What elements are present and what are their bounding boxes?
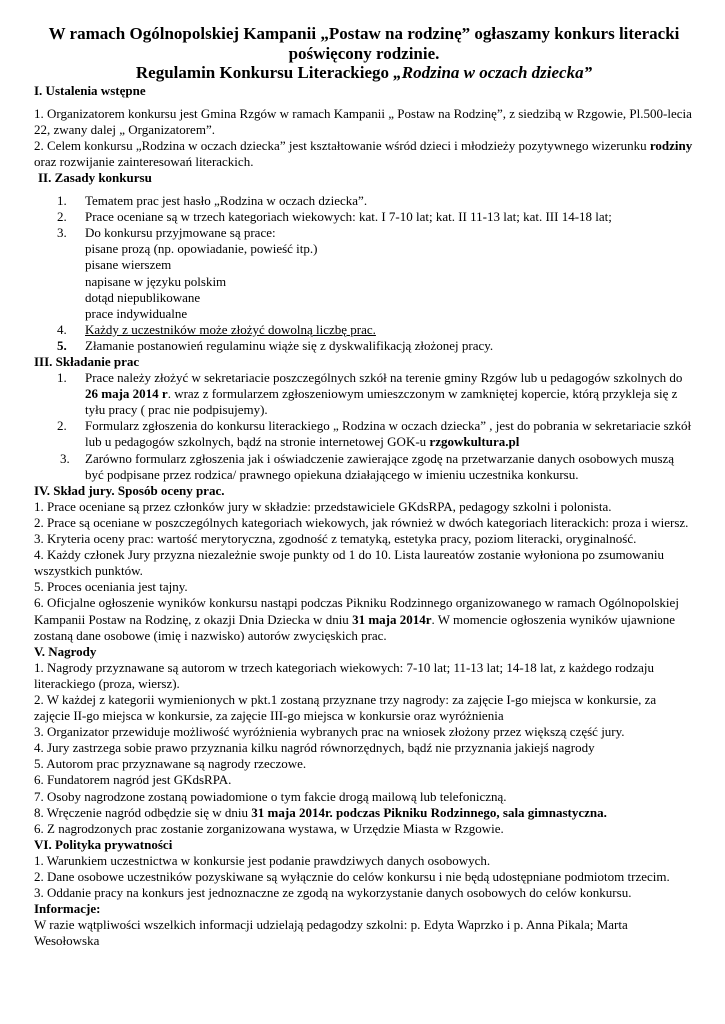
s2-item-4: 4. Każdy z uczestników może złożyć dowolną liczbę prac. xyxy=(57,321,376,337)
s5-paragraph-1: 1. Nagrody przyznawane są autorom w trzech kategoriach wiekowych: 7-10 lat; 11-13 lat; 14-18 lat, z każdego rodzaju literackiego (proza, wiersz). xyxy=(34,659,655,691)
s2-sub-2: pisane wierszem xyxy=(85,257,172,273)
section-heading-6: VI. Polityka prywatności xyxy=(34,836,173,852)
s2-item-3: 3. Do konkursu przyjmowane są prace: xyxy=(57,225,276,241)
s6-paragraph-3: 3. Oddanie pracy na konkurs jest jednoznaczne ze zgodą na wykorzystanie danych osobowych do celów konkursu. xyxy=(34,885,632,901)
s1-paragraph-1: 1. Organizatorem konkursu jest Gmina Rzgów w ramach Kampanii „ Postaw na Rodzinę”, z siedzibą w Rzgowie, Pl.500-lecia 22, zwany dalej „ Organizatorem”. xyxy=(34,105,692,137)
s5-paragraph-3: 3. Organizator przewiduje możliwość wyróżnienia wybranych prac na wniosek złożony przez większą część jury. xyxy=(34,724,625,740)
s4-paragraph-2: 2. Prace są oceniane w poszczególnych kategoriach wiekowych, jak również w dwóch kategoriach literackich: proza i wiersz. xyxy=(34,514,689,530)
s4-paragraph-1: 1. Prace oceniane są przez członków jury w składzie: przedstawiciele GKdsRPA, pedagogy szkolni i polonista. xyxy=(34,498,612,514)
section-heading-3: III. Składanie prac xyxy=(34,354,140,369)
s2-sub-3: napisane w języku polskim xyxy=(85,273,227,289)
document-page xyxy=(34,24,694,949)
s3-item-3: 3. Zarówno formularz zgłoszenia jak i oświadczenie zawierające zgodę na przetwarzanie danych osobowych muszą być podpisane przez rodzica/ prawnego opiekuna działającego w imieniu uczestnika konkursu. xyxy=(60,450,675,482)
section-heading-4: IV. Skład jury. Sposób oceny prac. xyxy=(34,482,225,498)
s2-sub-4: dotąd niepublikowane xyxy=(85,289,201,305)
document-title xyxy=(34,24,694,83)
s6-paragraph-1: 1. Warunkiem uczestnictwa w konkursie jest podanie prawdziwych danych osobowych. xyxy=(34,852,491,868)
s2-sub-5: prace indywidualne xyxy=(85,305,188,321)
title-line-1: W ramach Ogólnopolskiej Kampanii „Postaw na rodzinę” ogłaszamy konkurs literacki poświęcony rodzinie. xyxy=(48,24,680,63)
s2-sub-1: pisane prozą (np. opowiadanie, powieść itp.) xyxy=(85,241,318,257)
info-heading: Informacje: xyxy=(34,901,101,917)
s5-paragraph-5: 5. Autorom prac przyznawane są nagrody rzeczowe. xyxy=(34,756,307,772)
s5-paragraph-8: 8. Wręczenie nagród odbędzie się w dniu 31 maja 2014r. podczas Pikniku Rodzinnego, sala gimnastyczna. xyxy=(34,804,607,820)
section-heading-5: V. Nagrody xyxy=(34,643,97,659)
s3-item-1: 1. Prace należy złożyć w sekretariacie poszczególnych szkół na terenie gminy Rzgów lub u pedagogów szkolnych do 26 maja 2014 r. wraz z formularzem zgłoszeniowym umieszczonym w zamkniętej kopercie, którą przykleja się z tyłu pracy ( prac nie podpisujemy). xyxy=(57,370,683,418)
s4-paragraph-5: 5. Proces oceniania jest tajny. xyxy=(34,579,188,595)
s4-paragraph-3: 3. Kryteria oceny prac: wartość merytoryczna, zgodność z tematyką, estetyka pracy, poziom literacki, oryginalność. xyxy=(34,531,637,547)
s5-paragraph-9: 6. Z nagrodzonych prac zostanie zorganizowana wystawa, w Urzędzie Miasta w Rzgowie. xyxy=(34,820,504,836)
s5-paragraph-6: 6. Fundatorem nagród jest GKdsRPA. xyxy=(34,772,232,788)
title-line-2: Regulamin Konkursu Literackiego „Rodzina w oczach dziecka” xyxy=(135,63,593,82)
s2-item-5: 5. Złamanie postanowień regulaminu wiąże się z dyskwalifikacją złożonej pracy. xyxy=(57,337,494,353)
section-heading-1: I. Ustalenia wstępne xyxy=(34,82,146,98)
section-heading-2: II. Zasady konkursu xyxy=(38,169,152,185)
s4-paragraph-6: 6. Oficjalne ogłoszenie wyników konkursu nastąpi podczas Pikniku Rodzinnego organizowanego w ramach Ogólnopolskiej Kampanii Postaw na Rodzinę, z okazji Dnia Dziecka w dniu 31 maja 2014r. W momencie ogłoszenia wyników ujawnione zostaną dane osobowe (imię i nazwisko) autorów zwycięskich prac. xyxy=(34,595,679,643)
s5-paragraph-2: 2. W każdej z kategorii wymienionych w pkt.1 zostaną przyznane trzy nagrody: za zajęcie I-go miejsca w konkursie, za zajęcie II-go miejsca w konkursie, za zajęcie III-go miejsca w konkursie oraz wyróżnienia xyxy=(34,691,657,724)
s2-item-1: 1. Tematem prac jest hasło „Rodzina w oczach dziecka”. xyxy=(57,193,368,209)
info-paragraph: W razie wątpliwości wszelkich informacji udzielają pedagodzy szkolni: p. Edyta Waprzko i p. Anna Pikala; Marta Wesołowska xyxy=(34,917,628,949)
s4-paragraph-4: 4. Każdy członek Jury przyzna niezależnie swoje punkty od 1 do 10. Lista laureatów zostanie wyłoniona po zsumowaniu wszystkich punktów. xyxy=(34,547,664,579)
s3-list xyxy=(34,370,694,483)
s5-paragraph-7: 7. Osoby nagrodzone zostaną powiadomione o tym fakcie drogą mailową lub telefoniczną. xyxy=(34,788,507,804)
s1-paragraph-2: 2. Celem konkursu „Rodzina w oczach dziecka” jest kształtowanie wśród dzieci i młodzieży pozytywnego wizerunku rodziny oraz rozwijanie zainteresowań literackich. xyxy=(34,137,693,169)
s2-list xyxy=(34,193,694,354)
s6-paragraph-2: 2. Dane osobowe uczestników pozyskiwane są wyłącznie do celów konkursu i nie będą udostępniane podmiotom trzecim. xyxy=(34,869,670,884)
s2-item-2: 2. Prace oceniane są w trzech kategoriach wiekowych: kat. I 7-10 lat; kat. II 11-13 lat; kat. III 14-18 lat; xyxy=(57,209,612,225)
s5-paragraph-4: 4. Jury zastrzega sobie prawo przyznania kilku nagród równorzędnych, bądź nie przyznania jakiejś nagrody xyxy=(34,740,595,756)
s3-item-2: 2. Formularz zgłoszenia do konkursu literackiego „ Rodzina w oczach dziecka” , jest do pobrania w sekretariacie szkół lub u pedagogów szkolnych, bądź na stronie internetowej GOK-u rzgowkultura.pl xyxy=(57,418,692,450)
